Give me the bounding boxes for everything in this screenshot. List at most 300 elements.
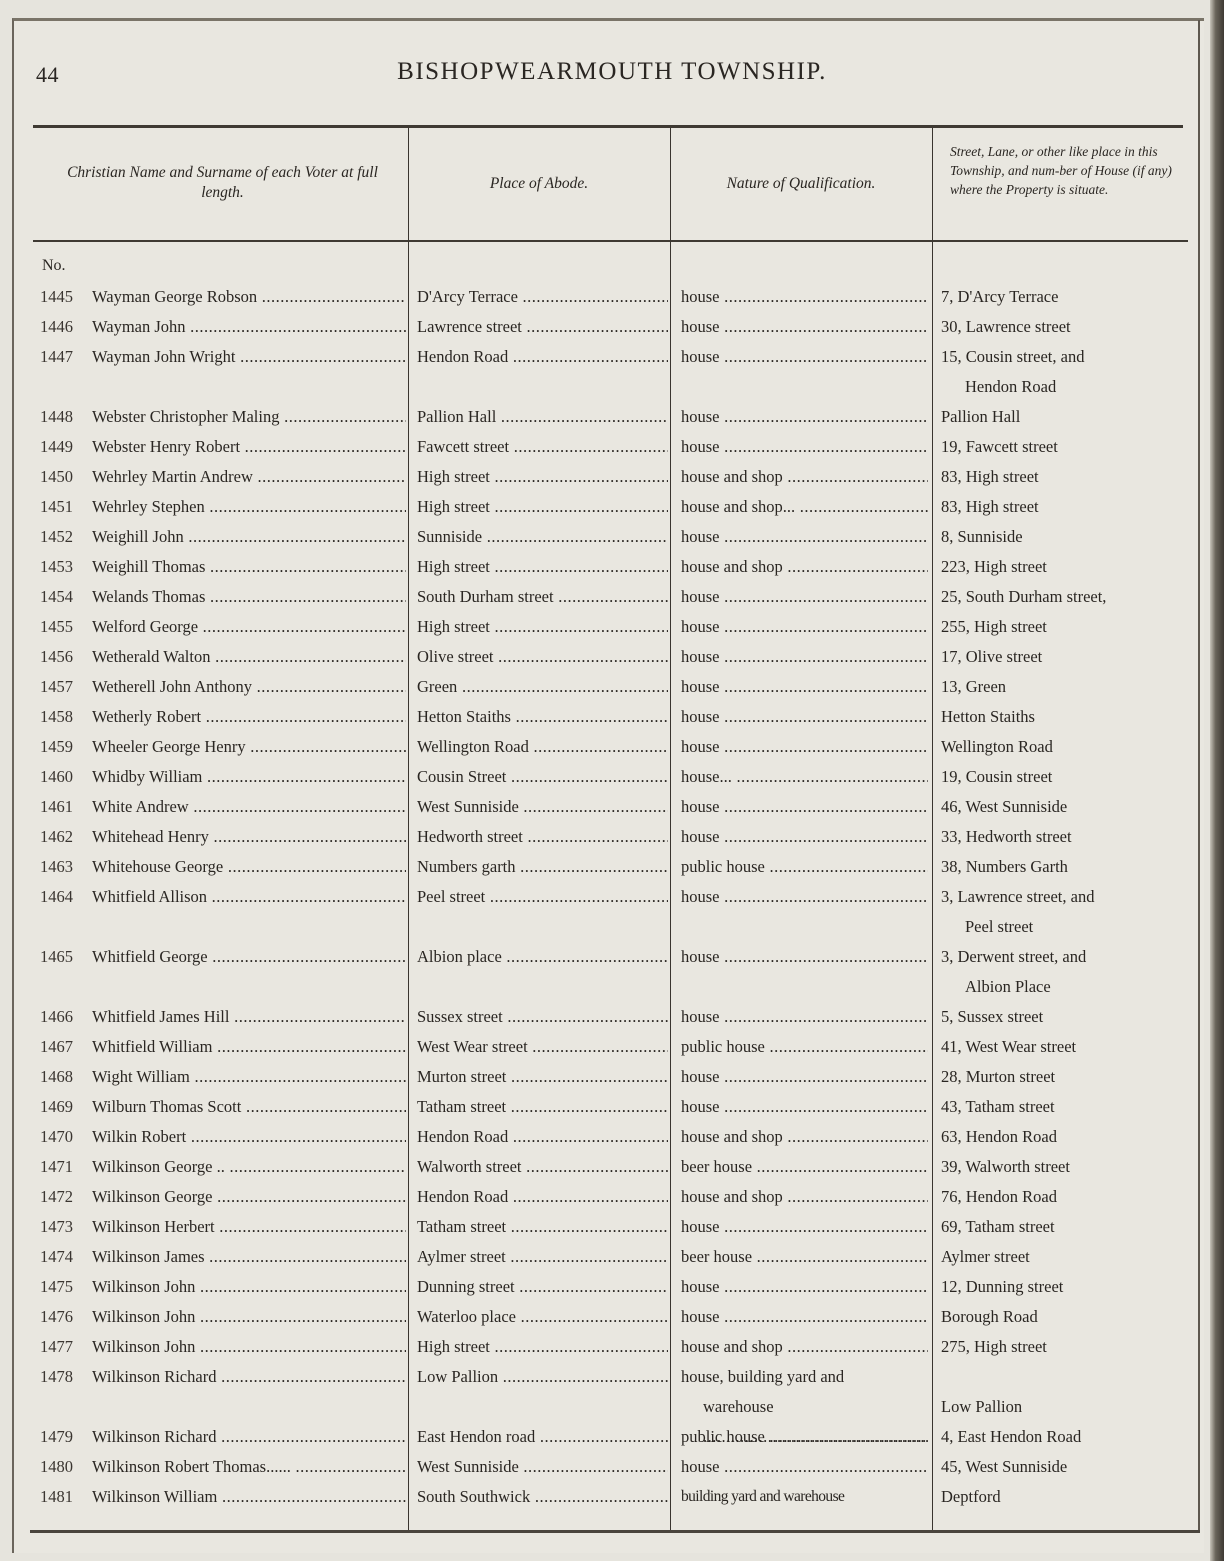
qualification-cell <box>681 1212 928 1242</box>
abode-cell <box>417 282 668 312</box>
table-row <box>0 1182 1224 1212</box>
table-row <box>0 1002 1224 1032</box>
abode-text: Lawrence street ..... <box>417 317 668 336</box>
voter-name-cell <box>40 522 406 552</box>
qualification-text: house ..... <box>681 347 928 366</box>
voter-number: 1469 <box>40 1097 73 1116</box>
property-cell <box>941 552 1186 582</box>
qualification-text: house ..... <box>681 1307 928 1326</box>
voter-name: White Andrew ..... <box>92 797 406 816</box>
voter-name: Wetherly Robert ..... <box>92 707 406 726</box>
voter-name: Wilkinson Richard ..... <box>92 1427 406 1446</box>
qualification-text: beer house ..... <box>681 1247 928 1266</box>
voter-name-cell <box>40 852 406 882</box>
voter-name: Wilkinson John ..... <box>92 1337 406 1356</box>
voter-name-cell <box>40 1122 406 1152</box>
abode-cell <box>417 1032 668 1062</box>
abode-cell <box>417 612 668 642</box>
voter-number: 1455 <box>40 617 73 636</box>
voter-number: 1468 <box>40 1067 73 1086</box>
property-cell <box>941 1092 1186 1122</box>
property-line1: 69, Tatham street <box>941 1217 1055 1236</box>
voter-name: Wetherell John Anthony ..... <box>92 677 406 696</box>
property-line2: Low Pallion <box>941 1397 1023 1416</box>
voter-name: Wehrley Martin Andrew ..... <box>92 467 406 486</box>
property-line1: 3, Derwent street, and <box>941 947 1087 966</box>
voter-name-cell <box>40 1272 406 1302</box>
voter-number: 1473 <box>40 1217 73 1236</box>
table-row <box>0 432 1224 462</box>
voter-name: Whitehead Henry ..... <box>92 827 406 846</box>
voter-number: 1479 <box>40 1427 73 1446</box>
abode-cell <box>417 732 668 762</box>
abode-cell <box>417 1302 668 1332</box>
abode-text: D'Arcy Terrace ..... <box>417 287 668 306</box>
qualification-text: house ..... <box>681 287 928 306</box>
property-cell <box>941 942 1186 1002</box>
qualification-cell <box>681 822 928 852</box>
abode-cell <box>417 942 668 972</box>
qualification-cell <box>681 1122 928 1152</box>
voter-name-cell <box>40 582 406 612</box>
abode-text: High street ..... <box>417 497 668 516</box>
property-line1: Aylmer street <box>941 1247 1030 1266</box>
abode-text: West Wear street ..... <box>417 1037 668 1056</box>
qualification-text: house ..... <box>681 437 928 456</box>
property-line1: Wellington Road <box>941 737 1053 756</box>
table-row <box>0 1302 1224 1332</box>
voter-name: Wilkinson John ..... <box>92 1307 406 1326</box>
table-rule-bottom <box>30 1530 1200 1533</box>
abode-cell <box>417 762 668 792</box>
voter-name-cell <box>40 822 406 852</box>
voter-name: Whitfield George ..... <box>92 947 406 966</box>
qualification-text: house and shop ..... <box>681 557 928 576</box>
qualification-cell <box>681 642 928 672</box>
voter-name-cell <box>40 642 406 672</box>
voter-number: 1470 <box>40 1127 73 1146</box>
property-cell <box>941 702 1186 732</box>
abode-text: Green ..... <box>417 677 668 696</box>
qualification-text: house ..... <box>681 1457 928 1476</box>
voter-number: 1456 <box>40 647 73 666</box>
voter-name-cell <box>40 762 406 792</box>
property-line2: Peel street <box>965 917 1034 936</box>
voter-number: 1478 <box>40 1367 73 1386</box>
property-cell <box>941 1452 1186 1482</box>
voter-name: Whitfield Allison ..... <box>92 887 406 906</box>
qualification-text: beer house ..... <box>681 1157 928 1176</box>
qualification-cell <box>681 1332 928 1362</box>
voter-name-cell <box>40 1032 406 1062</box>
abode-cell <box>417 342 668 372</box>
voter-number: 1465 <box>40 947 73 966</box>
qualification-text: house and shop ..... <box>681 467 928 486</box>
qualification-cell <box>681 1482 928 1512</box>
voter-number: 1452 <box>40 527 73 546</box>
qualification-cell <box>681 1302 928 1332</box>
abode-cell <box>417 1092 668 1122</box>
property-cell <box>941 522 1186 552</box>
property-cell <box>941 762 1186 792</box>
abode-cell <box>417 1452 668 1482</box>
abode-cell <box>417 702 668 732</box>
property-line1: 39, Walworth street <box>941 1157 1070 1176</box>
table-row <box>0 1272 1224 1302</box>
property-cell <box>941 1362 1186 1422</box>
qualification-cell <box>681 582 928 612</box>
abode-cell <box>417 582 668 612</box>
voter-list <box>0 282 1224 1512</box>
property-line1: 15, Cousin street, and <box>941 347 1085 366</box>
abode-cell <box>417 1212 668 1242</box>
qualification-cell <box>681 882 928 912</box>
voter-name: Wayman George Robson ..... <box>92 287 406 306</box>
qualification-text: house ..... <box>681 617 928 636</box>
qualification-text: house ..... <box>681 407 928 426</box>
qualification-cell <box>681 1182 928 1212</box>
qualification-text: house ..... <box>681 947 928 966</box>
qualification-text: public house ..... <box>681 857 928 876</box>
abode-text: Hedworth street ..... <box>417 827 668 846</box>
qualification-text: building yard and warehouse <box>681 1488 845 1505</box>
voter-name-cell <box>40 1212 406 1242</box>
abode-text: Tatham street ..... <box>417 1217 668 1236</box>
voter-name-cell <box>40 342 406 372</box>
voter-number: 1459 <box>40 737 73 756</box>
property-line1: 38, Numbers Garth <box>941 857 1068 876</box>
property-cell <box>941 1242 1186 1272</box>
voter-name: Wilkinson Richard ..... <box>92 1367 406 1386</box>
abode-text: Hendon Road ..... <box>417 347 668 366</box>
abode-text: Sunniside ..... <box>417 527 668 546</box>
qualification-cell <box>681 702 928 732</box>
voter-number: 1475 <box>40 1277 73 1296</box>
property-cell <box>941 612 1186 642</box>
table-row <box>0 1242 1224 1272</box>
abode-text: Low Pallion ..... <box>417 1367 668 1386</box>
voter-name: Wilkinson George ..... <box>92 1187 406 1206</box>
table-row <box>0 1062 1224 1092</box>
qualification-cell <box>681 1422 928 1452</box>
voter-number: 1461 <box>40 797 73 816</box>
voter-name-cell <box>40 882 406 912</box>
property-cell <box>941 312 1186 342</box>
qualification-text: house ..... <box>681 647 928 666</box>
table-row <box>0 1422 1224 1452</box>
page-number: 44 <box>36 62 59 87</box>
abode-cell <box>417 312 668 342</box>
voter-name: Wilkinson Robert Thomas...... ..... <box>92 1457 406 1476</box>
voter-name: Whidby William ..... <box>92 767 406 786</box>
table-row <box>0 1092 1224 1122</box>
voter-name-cell <box>40 462 406 492</box>
header-rule-top <box>33 125 1183 128</box>
voter-name: Weighill Thomas ..... <box>92 557 406 576</box>
qualification-text: house ..... <box>681 1217 928 1236</box>
property-line1: 4, East Hendon Road <box>941 1427 1082 1446</box>
voter-name: Whitfield James Hill ..... <box>92 1007 406 1026</box>
voter-number: 1450 <box>40 467 73 486</box>
property-cell <box>941 1032 1186 1062</box>
property-cell <box>941 1212 1186 1242</box>
qualification-text: house ..... <box>681 1277 928 1296</box>
voter-name: Wheeler George Henry ..... <box>92 737 406 756</box>
property-line1: 41, West Wear street <box>941 1037 1077 1056</box>
abode-cell <box>417 1482 668 1512</box>
voter-number: 1453 <box>40 557 73 576</box>
property-cell <box>941 432 1186 462</box>
voter-name-cell <box>40 732 406 762</box>
abode-text: Peel street ..... <box>417 887 668 906</box>
abode-text: Cousin Street ..... <box>417 767 668 786</box>
voter-number: 1454 <box>40 587 73 606</box>
abode-text: Tatham street ..... <box>417 1097 668 1116</box>
abode-cell <box>417 822 668 852</box>
voter-number: 1458 <box>40 707 73 726</box>
qualification-text: house and shop ..... <box>681 1127 928 1146</box>
property-line1: 30, Lawrence street <box>941 317 1071 336</box>
property-line1: 7, D'Arcy Terrace <box>941 287 1059 306</box>
property-cell <box>941 342 1186 402</box>
voter-name: Wayman John ..... <box>92 317 406 336</box>
voter-name: Welford George ..... <box>92 617 406 636</box>
table-row <box>0 1362 1224 1422</box>
column-header-qualification: Nature of Qualification. <box>726 175 876 192</box>
voter-name: Wehrley Stephen ..... <box>92 497 406 516</box>
qualification-cell <box>681 732 928 762</box>
table-row <box>0 1452 1224 1482</box>
column-header-name: Christian Name and Surname of each Voter at full length. <box>67 164 378 201</box>
property-line1: 25, South Durham street, <box>941 587 1107 606</box>
table-row <box>0 312 1224 342</box>
qualification-cell <box>681 1092 928 1122</box>
abode-text: Sussex street ..... <box>417 1007 668 1026</box>
property-cell <box>941 1002 1186 1032</box>
property-cell <box>941 882 1186 942</box>
table-row <box>0 1122 1224 1152</box>
qualification-cell <box>681 852 928 882</box>
table-row <box>0 282 1224 312</box>
abode-text: South Durham street ..... <box>417 587 668 606</box>
property-cell <box>941 582 1186 612</box>
qualification-cell <box>681 462 928 492</box>
table-row <box>0 1032 1224 1062</box>
abode-cell <box>417 1362 668 1392</box>
property-cell <box>941 642 1186 672</box>
voter-name-cell <box>40 432 406 462</box>
property-cell <box>941 792 1186 822</box>
abode-text: High street ..... <box>417 467 668 486</box>
property-line1: 76, Hendon Road <box>941 1187 1057 1206</box>
property-cell <box>941 492 1186 522</box>
qualification-cell <box>681 1452 928 1482</box>
qualification-cell <box>681 492 928 522</box>
voter-name: Welands Thomas ..... <box>92 587 406 606</box>
abode-text: High street ..... <box>417 1337 668 1356</box>
qualification-cell <box>681 942 928 972</box>
property-line1: Borough Road <box>941 1307 1038 1326</box>
property-line1: 255, High street <box>941 617 1047 636</box>
property-cell <box>941 1482 1186 1512</box>
abode-cell <box>417 1272 668 1302</box>
qualification-cell <box>681 672 928 702</box>
qualification-cell <box>681 312 928 342</box>
abode-text: High street ..... <box>417 557 668 576</box>
voter-number: 1449 <box>40 437 73 456</box>
voter-name-cell <box>40 1482 406 1512</box>
property-line2: Hendon Road <box>965 377 1057 396</box>
voter-number: 1471 <box>40 1157 73 1176</box>
property-cell <box>941 402 1186 432</box>
property-line1: 19, Cousin street <box>941 767 1053 786</box>
voter-name-cell <box>40 792 406 822</box>
property-cell <box>941 1062 1186 1092</box>
voter-number: 1462 <box>40 827 73 846</box>
abode-cell <box>417 1182 668 1212</box>
qualification-text: house and shop ..... <box>681 1187 928 1206</box>
qualification-text: house and shop ..... <box>681 1337 928 1356</box>
voter-name: Wight William ..... <box>92 1067 406 1086</box>
table-row <box>0 1482 1224 1512</box>
table-row <box>0 492 1224 522</box>
voter-name-cell <box>40 1362 406 1392</box>
header-rule-bottom <box>33 240 1188 242</box>
qualification-text: house ..... <box>681 887 928 906</box>
voter-name-cell <box>40 312 406 342</box>
property-cell <box>941 1302 1186 1332</box>
table-row <box>0 462 1224 492</box>
qualification-text: house ..... <box>681 797 928 816</box>
table-row <box>0 942 1224 1002</box>
voter-name-cell <box>40 1062 406 1092</box>
voter-number: 1445 <box>40 287 73 306</box>
table-row <box>0 582 1224 612</box>
voter-name-cell <box>40 1092 406 1122</box>
voter-name: Whitfield William ..... <box>92 1037 406 1056</box>
qualification-cell <box>681 1242 928 1272</box>
qualification-cell <box>681 522 928 552</box>
property-line1: 13, Green <box>941 677 1007 696</box>
property-line1: 17, Olive street <box>941 647 1043 666</box>
abode-text: East Hendon road ..... <box>417 1427 668 1446</box>
property-line1: 45, West Sunniside <box>941 1457 1068 1476</box>
table-row <box>0 882 1224 942</box>
table-row <box>0 342 1224 402</box>
qualification-cell <box>681 1002 928 1032</box>
voter-name: Wilkin Robert ..... <box>92 1127 406 1146</box>
qualification-text: public house ..... <box>681 1427 928 1446</box>
property-line1: 5, Sussex street <box>941 1007 1044 1026</box>
voter-name: Wilkinson William ..... <box>92 1487 406 1506</box>
property-line1: 3, Lawrence street, and <box>941 887 1095 906</box>
property-line1: 33, Hedworth street <box>941 827 1072 846</box>
qualification-cell <box>681 282 928 312</box>
voter-name-cell <box>40 1152 406 1182</box>
voter-name-cell <box>40 1242 406 1272</box>
property-cell <box>941 462 1186 492</box>
abode-text: South Southwick ..... <box>417 1487 668 1506</box>
qualification-cell <box>681 1062 928 1092</box>
abode-cell <box>417 1062 668 1092</box>
table-row <box>0 792 1224 822</box>
qualification-cell <box>681 612 928 642</box>
abode-cell <box>417 1422 668 1452</box>
property-line1: 223, High street <box>941 557 1047 576</box>
voter-number: 1476 <box>40 1307 73 1326</box>
voter-number: 1466 <box>40 1007 73 1026</box>
abode-text: Hendon Road ..... <box>417 1127 668 1146</box>
voter-name-cell <box>40 492 406 522</box>
abode-text: Olive street ..... <box>417 647 668 666</box>
qualification-text: house ..... <box>681 707 928 726</box>
abode-cell <box>417 1332 668 1362</box>
abode-cell <box>417 1122 668 1152</box>
qualification-cell <box>681 342 928 372</box>
voter-number: 1481 <box>40 1487 73 1506</box>
abode-cell <box>417 432 668 462</box>
qualification-text: house ..... <box>681 1097 928 1116</box>
voter-name-cell <box>40 1182 406 1212</box>
voter-name: Weighill John ..... <box>92 527 406 546</box>
table-row <box>0 822 1224 852</box>
voter-name: Whitehouse George ..... <box>92 857 406 876</box>
qualification-text: house... ..... <box>681 767 928 786</box>
voter-number: 1474 <box>40 1247 73 1266</box>
table-row <box>0 552 1224 582</box>
property-cell <box>941 1152 1186 1182</box>
abode-cell <box>417 1002 668 1032</box>
abode-text: West Sunniside ..... <box>417 797 668 816</box>
voter-number: 1460 <box>40 767 73 786</box>
abode-cell <box>417 1242 668 1272</box>
voter-number: 1447 <box>40 347 73 366</box>
property-line1: 28, Murton street <box>941 1067 1056 1086</box>
property-cell <box>941 822 1186 852</box>
abode-text: Dunning street ..... <box>417 1277 668 1296</box>
abode-text: Wellington Road ..... <box>417 737 668 756</box>
voter-name: Wilkinson John ..... <box>92 1277 406 1296</box>
voter-number: 1480 <box>40 1457 73 1476</box>
abode-text: West Sunniside ..... <box>417 1457 668 1476</box>
property-line1: 83, High street <box>941 467 1039 486</box>
qualification-line1: house, building yard and <box>681 1367 845 1386</box>
abode-cell <box>417 522 668 552</box>
column-header-property: Street, Lane, or other like place in this Township, and num-ber of House (if any) where the Property is situate. <box>950 144 1172 197</box>
number-column-label: No. <box>42 257 66 274</box>
property-line1: 46, West Sunniside <box>941 797 1068 816</box>
abode-text: High street ..... <box>417 617 668 636</box>
voter-name: Webster Henry Robert ..... <box>92 437 406 456</box>
abode-text: Albion place ..... <box>417 947 668 966</box>
qualification-text: house and shop... ..... <box>681 497 928 516</box>
qualification-line2: warehouse ..... <box>681 1392 928 1452</box>
property-cell <box>941 1122 1186 1152</box>
abode-text: Walworth street ..... <box>417 1157 668 1176</box>
abode-text: Aylmer street ..... <box>417 1247 668 1266</box>
voter-name-cell <box>40 702 406 732</box>
voter-name: Wilkinson George .. ..... <box>92 1157 406 1176</box>
qualification-text: public house ..... <box>681 1037 928 1056</box>
qualification-cell <box>681 552 928 582</box>
qualification-text: house ..... <box>681 827 928 846</box>
abode-text: Hetton Staiths ..... <box>417 707 668 726</box>
table-row <box>0 702 1224 732</box>
abode-text: Numbers garth ..... <box>417 857 668 876</box>
table-row <box>0 642 1224 672</box>
abode-cell <box>417 642 668 672</box>
qualification-text: house ..... <box>681 677 928 696</box>
